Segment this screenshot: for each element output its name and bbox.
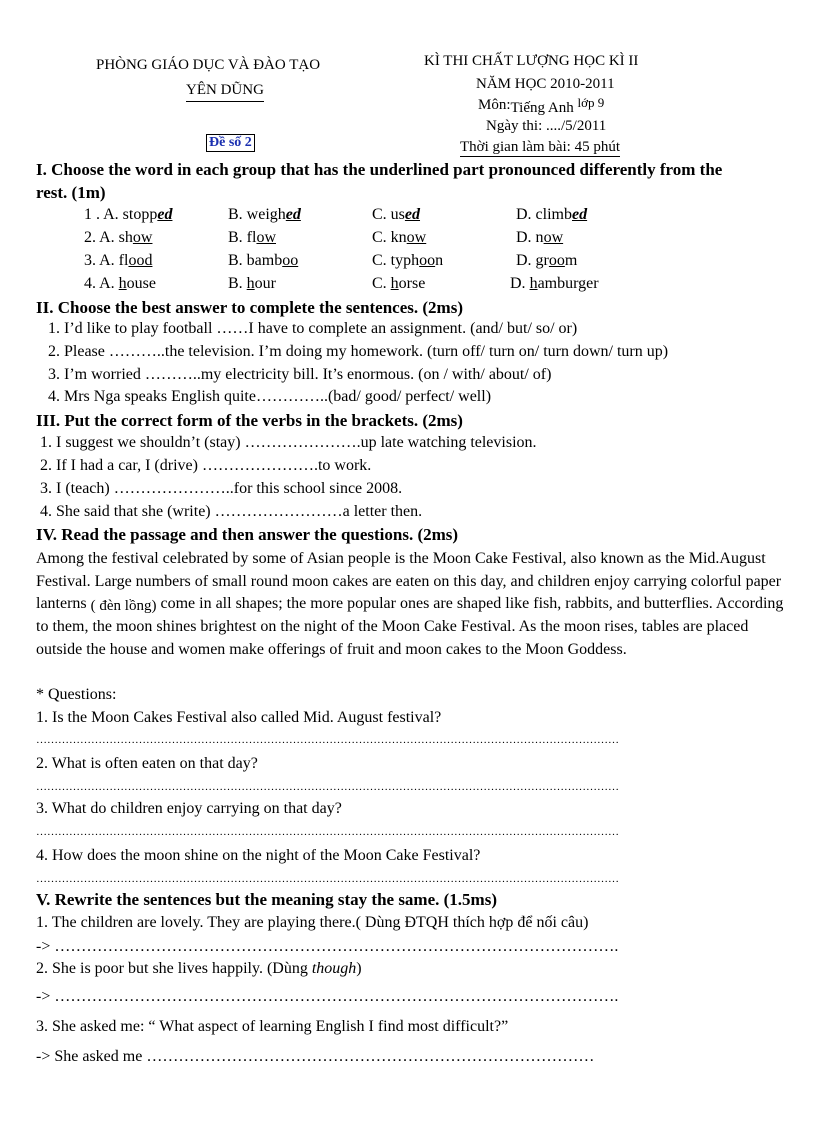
option-underlined-part: oo [419, 252, 436, 269]
option-1-b [228, 206, 301, 224]
option-underlined-part: oo [548, 252, 565, 269]
option-2-d [516, 229, 563, 247]
option-underlined-part: h [529, 275, 538, 292]
grade-label: lớp 9 [577, 95, 605, 110]
rewrite-question-2-close: ) [356, 960, 362, 977]
option-4-b [228, 275, 276, 293]
option-3-b [228, 252, 298, 270]
option-text: B. bamb [228, 252, 283, 269]
section-5-title: V. Rewrite the sentences but the meaning stay the same. (1.5ms) [36, 890, 497, 909]
option-text-suffix: our [254, 275, 276, 292]
option-text-suffix: ouse [126, 275, 156, 292]
rewrite-question-2-text: 2. She is poor but she lives happily. (Dùng [36, 960, 312, 977]
section-2-item: 4. Mrs Nga speaks English quite…………..(bad/ good/ perfect/ well) [48, 388, 492, 405]
option-text: C. [372, 275, 391, 292]
option-underlined-part: ood [128, 252, 153, 269]
answer-line-4[interactable]: …………………………………………………………………………………………………………………………………………… [36, 873, 619, 885]
option-underlined-part: h [246, 275, 255, 292]
option-4-c [372, 275, 425, 293]
option-underlined-part: ow [132, 229, 153, 246]
subject-line [478, 97, 604, 114]
option-text: C. typh [372, 252, 420, 269]
section-1-title-line1: I. Choose the word in each group that has the underlined part pronounced differently from the [36, 160, 723, 179]
exam-code-badge: Đề số 2 [206, 134, 255, 152]
option-text: 3. A. fl [84, 252, 129, 269]
question-1: 1. Is the Moon Cakes Festival also called Mid. August festival? [36, 709, 442, 726]
option-3-c [372, 252, 443, 270]
section-3-item: 3. I (teach) …………………..for this school since 2008. [40, 480, 403, 497]
option-text-suffix: m [564, 252, 578, 269]
option-underlined-part: ed [572, 206, 588, 223]
rewrite-question-2-keyword: though [311, 960, 357, 977]
option-underlined-part: h [118, 275, 127, 292]
option-underlined-part: h [390, 275, 399, 292]
option-underlined-part: ow [543, 229, 564, 246]
option-1-c [372, 206, 420, 224]
question-2: 2. What is often eaten on that day? [36, 755, 258, 772]
option-text: C. us [372, 206, 405, 223]
option-4-d [510, 275, 599, 293]
option-underlined-part: ed [404, 206, 421, 223]
school-year: NĂM HỌC 2010-2011 [476, 76, 615, 92]
subject-name: Tiếng Anh [510, 100, 574, 116]
option-underlined-part: ow [406, 229, 427, 246]
exam-title: KÌ THI CHẤT LƯỢNG HỌC KÌ II [424, 53, 639, 69]
option-text: B. fl [228, 229, 257, 246]
option-2-a [84, 229, 152, 247]
option-2-c [372, 229, 426, 247]
rewrite-answer-2[interactable]: -> ……………………………………………………………………………………………. [36, 988, 619, 1005]
subject-label: Môn: [478, 97, 511, 113]
section-3-item: 1. I suggest we shouldn’t (stay) ………………….up late watching television. [40, 434, 537, 451]
option-text: 2. A. sh [84, 229, 133, 246]
passage-part-2: come in all shapes; the more popular ones are shaped like fish, rabbits, and butterflies. According to them, the moon shines brightest on the night of the Moon Cake Festival. As the moon rises, tables are placed outside the house and women make offerings of fruit and moon cakes to the Moon Goddess. [36, 595, 784, 658]
option-text: C. kn [372, 229, 407, 246]
section-2-item: 1. I’d like to play football ……I have to complete an assignment. (and/ but/ so/ or) [48, 320, 578, 337]
rewrite-question-2 [36, 960, 362, 978]
question-3: 3. What do children enjoy carrying on that day? [36, 800, 342, 817]
answer-line-1[interactable]: …………………………………………………………………………………………………………………………………………… [36, 734, 619, 746]
option-underlined-part: ed [285, 206, 301, 223]
section-3-title: III. Put the correct form of the verbs in the brackets. (2ms) [36, 411, 463, 430]
rewrite-answer-1[interactable]: -> ……………………………………………………………………………………………. [36, 938, 619, 955]
department-name: PHÒNG GIÁO DỤC VÀ ĐÀO TẠO [96, 57, 321, 73]
option-text: 4. A. [84, 275, 119, 292]
section-1-title-line2: rest. (1m) [36, 183, 106, 202]
reading-passage [36, 548, 796, 662]
option-text: D. [510, 275, 530, 292]
option-underlined-part: ed [157, 206, 173, 223]
exam-duration: Thời gian làm bài: 45 phút [460, 139, 620, 155]
rewrite-question-3: 3. She asked me: “ What aspect of learning English I find most difficult?” [36, 1018, 509, 1035]
option-underlined-part: ow [256, 229, 277, 246]
option-2-b [228, 229, 276, 247]
rewrite-question-1: 1. The children are lovely. They are playing there.( Dùng ĐTQH thích hợp để nối câu) [36, 914, 589, 931]
district-name: YÊN DŨNG [186, 82, 264, 102]
option-text: B. weigh [228, 206, 286, 223]
section-2-title: II. Choose the best answer to complete the sentences. (2ms) [36, 298, 463, 317]
option-1-a [84, 206, 172, 224]
option-text: D. gr [516, 252, 549, 269]
option-text-suffix: n [435, 252, 444, 269]
section-4-title: IV. Read the passage and then answer the questions. (2ms) [36, 525, 459, 544]
section-3-item: 2. If I had a car, I (drive) ………………….to work. [40, 457, 372, 474]
option-underlined-part: oo [282, 252, 299, 269]
option-text-suffix: orse [398, 275, 426, 292]
option-text: D. climb [516, 206, 572, 223]
option-3-a [84, 252, 152, 270]
option-text: B. [228, 275, 247, 292]
passage-part-1: Among the festival celebrated by some of Asian people is the Moon Cake Festival, also known as the Mid.August Festival. Large numbers of small round moon cakes are eaten on this day, and children enjoy carrying colorful paper lanterns [36, 550, 782, 613]
option-1-d [516, 206, 587, 224]
section-2-item: 2. Please ………..the television. I’m doing my homework. (turn off/ turn on/ turn down/ turn up) [48, 343, 669, 360]
answer-line-2[interactable]: …………………………………………………………………………………………………………………………………………… [36, 781, 619, 793]
section-2-item: 3. I’m worried ………..my electricity bill. It’s enormous. (on / with/ about/ of) [48, 366, 552, 383]
option-text-suffix: amburger [537, 275, 599, 292]
exam-date: Ngày thi: ..../5/2011 [486, 118, 607, 134]
option-text: D. n [516, 229, 544, 246]
questions-label: * Questions: [36, 686, 117, 703]
rewrite-answer-3[interactable]: -> She asked me ………………………………………………………………………… [36, 1048, 595, 1065]
section-3-item: 4. She said that she (write) ……………………a letter then. [40, 503, 423, 520]
question-4: 4. How does the moon shine on the night of the Moon Cake Festival? [36, 847, 481, 864]
passage-note: ( đèn lồng) [90, 598, 157, 615]
option-4-a [84, 275, 156, 293]
answer-line-3[interactable]: …………………………………………………………………………………………………………………………………………… [36, 826, 619, 838]
option-3-d [516, 252, 577, 270]
option-text: 1 . A. stopp [84, 206, 158, 223]
